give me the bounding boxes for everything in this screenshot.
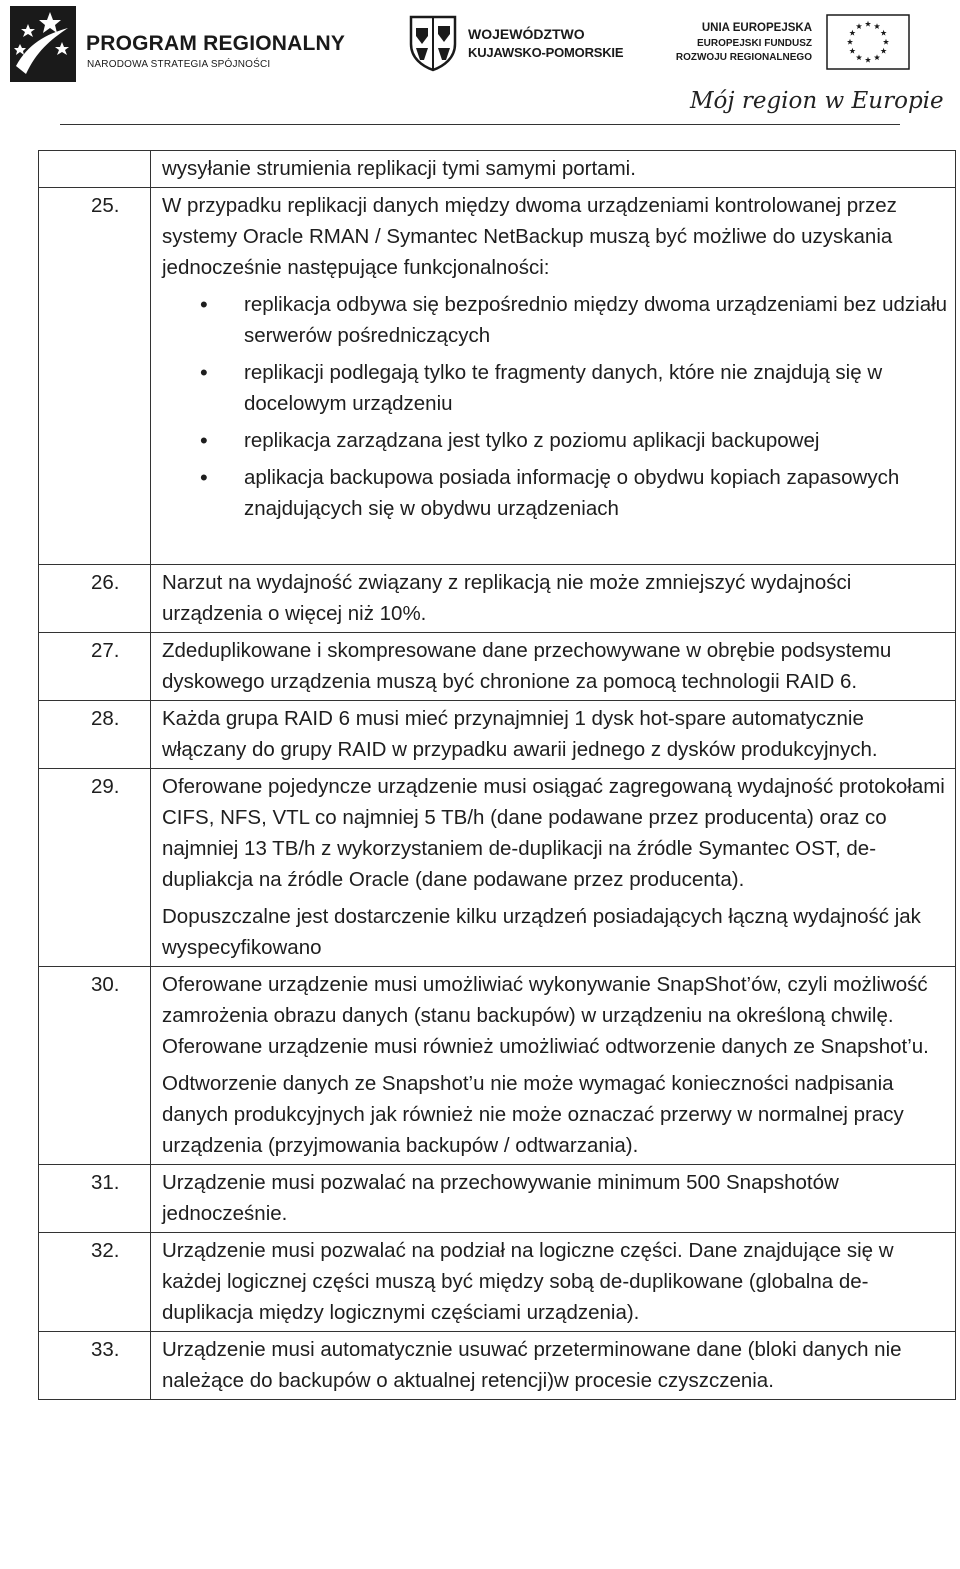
table-row: [39, 967, 956, 1165]
eu-fund-line1: EUROPEJSKI FUNDUSZ: [696, 38, 812, 49]
list-item: • replikacji podlegają tylko te fragmenty danych, które nie znajdują się w docelowym urządzeniu: [162, 357, 949, 419]
row-text: Urządzenie musi pozwalać na podział na logiczne części. Dane znajdujące się w każdej logicznej części muszą być między sobą de-duplikowane (globalna de-duplikacja między logicznymi częściami urządzenia).: [151, 1233, 956, 1332]
row-number: 28.: [39, 701, 151, 769]
list-item: • aplikacja backupowa posiada informację o obydwu kopiach zapasowych znajdujących się w obydwu urządzeniach: [162, 462, 949, 524]
coat-of-arms-icon: [408, 14, 458, 72]
row-number: 27.: [39, 633, 151, 701]
row-text: Każda grupa RAID 6 musi mieć przynajmniej 1 dysk hot-spare automatycznie włączany do grupy RAID w przypadku awarii jednego z dysków produkcyjnych.: [151, 701, 956, 769]
motto-signature: Mój region w Europie: [690, 88, 944, 114]
row-content: [151, 769, 956, 967]
row-paragraph: Dopuszczalne jest dostarczenie kilku urządzeń posiadających łączną wydajność jak wyspecyfikowano: [162, 905, 921, 959]
row-number: 25.: [39, 188, 151, 565]
row-paragraph: Oferowane pojedyncze urządzenie musi osiągać zagregowaną wydajność protokołami CIFS, NFS, VTL co najmniej 5 TB/h (dane podawane przez producenta) oraz co najmniej 13 TB/h z wykorzystaniem de-duplikacji na źródle Symantec OST, de-dupliakcja na źródle Oracle (dane podawane przez producenta).: [162, 775, 945, 891]
table-row: [39, 633, 956, 701]
list-item: • replikacja odbywa się bezpośrednio między dwoma urządzeniami bez udziału serwerów pośredniczących: [162, 289, 949, 351]
page-header: [0, 0, 960, 150]
eu-fund-line2: ROZWOJU REGIONALNEGO: [675, 52, 812, 63]
table-row: [39, 565, 956, 633]
row-number: 31.: [39, 1165, 151, 1233]
table-row: [39, 769, 956, 967]
row-number: 30.: [39, 967, 151, 1165]
eu-flag-icon: [826, 14, 910, 70]
row-text: Narzut na wydajność związany z replikacją nie może zmniejszyć wydajności urządzenia o więcej niż 10%.: [151, 565, 956, 633]
table-row: [39, 151, 956, 188]
requirements-table: [38, 150, 956, 1400]
region-name-line1: WOJEWÓDZTWO: [468, 26, 585, 42]
program-subtitle: NARODOWA STRATEGIA SPÓJNOŚCI: [87, 59, 271, 70]
program-regionalny-emblem-icon: [6, 4, 80, 84]
table-row: [39, 701, 956, 769]
wojewodztwo-logo: [408, 14, 638, 74]
eu-fund-logo: [675, 14, 910, 74]
row-text: Zdeduplikowane i skompresowane dane przechowywane w obrębie podsystemu dyskowego urządzenia muszą być chronione za pomocą technologii RAID 6.: [151, 633, 956, 701]
bullet-list: [162, 289, 949, 524]
row-number: 32.: [39, 1233, 151, 1332]
row-text: Urządzenie musi automatycznie usuwać przeterminowane dane (bloki danych nie należące do backupów o aktualnej retencji)w procesie czyszczenia.: [151, 1332, 956, 1400]
row-paragraph: Oferowane urządzenie musi umożliwiać wykonywanie SnapShot’ów, czyli możliwość zamrożenia obrazu danych (stanu backupów) w urządzeniu na określoną chwilę. Oferowane urządzenie musi również umożliwiać odtworzenie danych ze Snapshot’u.: [162, 973, 929, 1058]
row-content: [151, 967, 956, 1165]
program-regionalny-logo: [6, 4, 346, 84]
row-number: [39, 151, 151, 188]
list-item: • replikacja zarządzana jest tylko z poziomu aplikacji backupowej: [162, 425, 949, 456]
table-row: [39, 1165, 956, 1233]
row-paragraph: Odtworzenie danych ze Snapshot’u nie może wymagać konieczności nadpisania danych produkcyjnych jak również nie może oznaczać przerwy w normalnej pracy urządzenia (przyjmowania backupów / odtwarzania).: [162, 1072, 904, 1157]
row-number: 29.: [39, 769, 151, 967]
region-name-line2: KUJAWSKO-POMORSKIE: [468, 45, 624, 60]
row-intro: W przypadku replikacji danych między dwoma urządzeniami kontrolowanej przez systemy Oracle RMAN / Symantec NetBackup muszą być możliwe do uzyskania jednocześnie następujące funkcjonalności:: [162, 194, 897, 279]
row-text: Urządzenie musi pozwalać na przechowywanie minimum 500 Snapshotów jednocześnie.: [151, 1165, 956, 1233]
row-number: 26.: [39, 565, 151, 633]
table-row: [39, 188, 956, 565]
header-divider: [60, 124, 900, 125]
row-number: 33.: [39, 1332, 151, 1400]
table-row: [39, 1332, 956, 1400]
row-content: [151, 188, 956, 565]
row-text: wysyłanie strumienia replikacji tymi samymi portami.: [151, 151, 956, 188]
table-row: [39, 1233, 956, 1332]
program-title: PROGRAM REGIONALNY: [86, 32, 346, 55]
eu-name: UNIA EUROPEJSKA: [701, 22, 812, 34]
